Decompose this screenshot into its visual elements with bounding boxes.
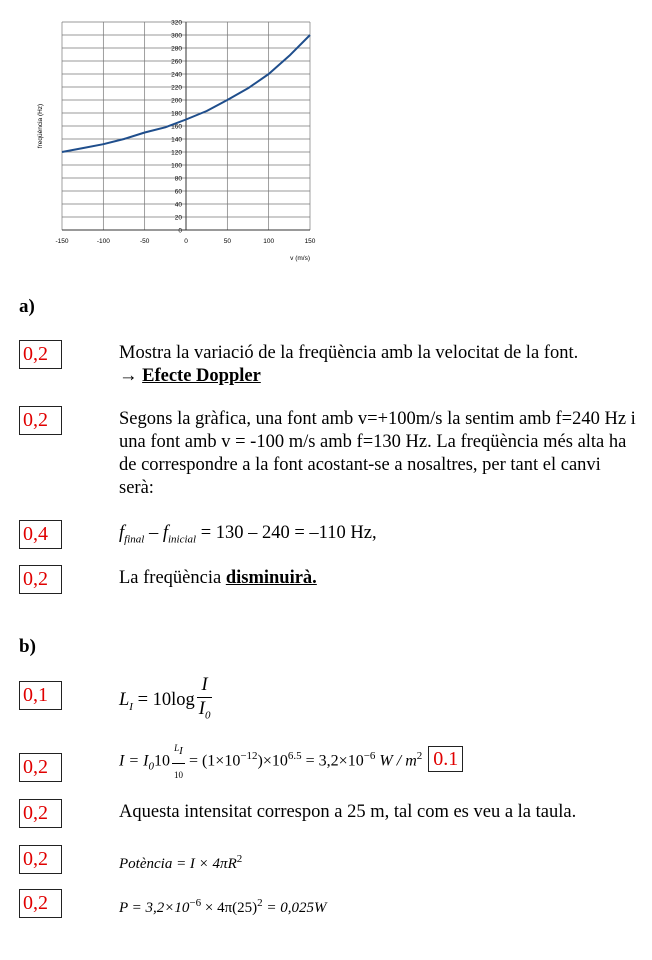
x-tick-label: 150 xyxy=(304,238,316,245)
y-tick-label: 140 xyxy=(171,136,182,144)
power-calculation: $P = 3,2\times 10^{-6} \times 4\pi(25)^2 = 0,025W$ xyxy=(119,897,327,916)
score-box: 0,2 xyxy=(19,889,62,918)
y-axis-label: freqüència (Hz) xyxy=(37,103,44,149)
y-tick-label: 40 xyxy=(174,201,182,209)
y-tick-label: 100 xyxy=(171,162,182,170)
score-box: 0,2 xyxy=(19,845,62,874)
y-tick-label: 160 xyxy=(171,123,182,131)
answer-text: Segons la gràfica, una font amb v=+100m/s la sentim amb f=240 Hz i una font amb v = -100 m/s amb f=130 Hz. La freqüència més alta ha de correspondre a la font acostant-se a nosaltres, per tant el canvi serà: xyxy=(119,409,636,498)
power-formula: Potència = $I \times 4\pi R^2$ xyxy=(119,853,243,872)
section-a-label: a) xyxy=(19,296,35,317)
score-box: 0,2 xyxy=(19,565,62,594)
frequency-velocity-chart xyxy=(0,0,330,270)
y-tick-label: 260 xyxy=(171,58,182,66)
y-tick-label: 220 xyxy=(171,84,182,92)
y-tick-label: 280 xyxy=(171,45,182,53)
arrow-icon: → xyxy=(119,366,143,386)
y-tick-label: 240 xyxy=(171,71,182,79)
y-tick-label: 120 xyxy=(171,149,182,157)
y-tick-label: 20 xyxy=(174,214,182,222)
y-tick-label: 80 xyxy=(174,175,182,183)
score-box: 0,2 xyxy=(19,753,62,782)
answer-text: Aquesta intensitat correspon a 25 m, tal com es veu a la taula. xyxy=(119,802,577,822)
y-tick-label: 60 xyxy=(174,188,182,196)
intensity-level-equation: $L_I = 10\log$ $\frac{I}{I_0}$ xyxy=(119,675,211,722)
x-tick-label: -50 xyxy=(139,238,150,245)
doppler-effect: Efecte Doppler xyxy=(142,366,261,386)
answer-text: La freqüència disminuirà. xyxy=(119,568,317,588)
extra-score-box: 0.1 xyxy=(428,746,463,772)
y-tick-label: 320 xyxy=(171,19,182,27)
answer-line: Mostra la variació de la freqüència amb la velocitat de la font. xyxy=(119,343,579,363)
score-box: 0,2 xyxy=(19,406,62,435)
x-tick-label: -100 xyxy=(96,238,110,245)
x-axis-label: v (m/s) xyxy=(290,255,310,262)
x-tick-label: 100 xyxy=(263,238,275,245)
score-box: 0,4 xyxy=(19,520,62,549)
intensity-equation: $I = I_010$ $\frac{L_I}{10}$ = $(1\times 10^{-12})\times 10^{6.5} = 3,2\times 10^{-6}$ W / $m^2$ 0.1 xyxy=(119,745,639,787)
score-box: 0,1 xyxy=(19,681,62,710)
answer-text xyxy=(119,342,639,388)
y-tick-label: 200 xyxy=(171,97,182,105)
frequency-change-equation: $f_{final} - f_{inicial} = 130 - 240 = -110$ Hz, xyxy=(119,523,377,546)
x-tick-label: 50 xyxy=(223,238,231,245)
x-tick-label: 0 xyxy=(184,238,188,245)
decrease-word: disminuirà. xyxy=(225,568,317,588)
section-b-label: b) xyxy=(19,636,36,657)
y-tick-label: 180 xyxy=(171,110,182,118)
x-tick-label: -150 xyxy=(55,238,69,245)
y-tick-label: 0 xyxy=(178,227,182,235)
score-box: 0,2 xyxy=(19,799,62,828)
y-tick-label: 300 xyxy=(171,32,182,40)
score-box: 0,2 xyxy=(19,340,62,369)
